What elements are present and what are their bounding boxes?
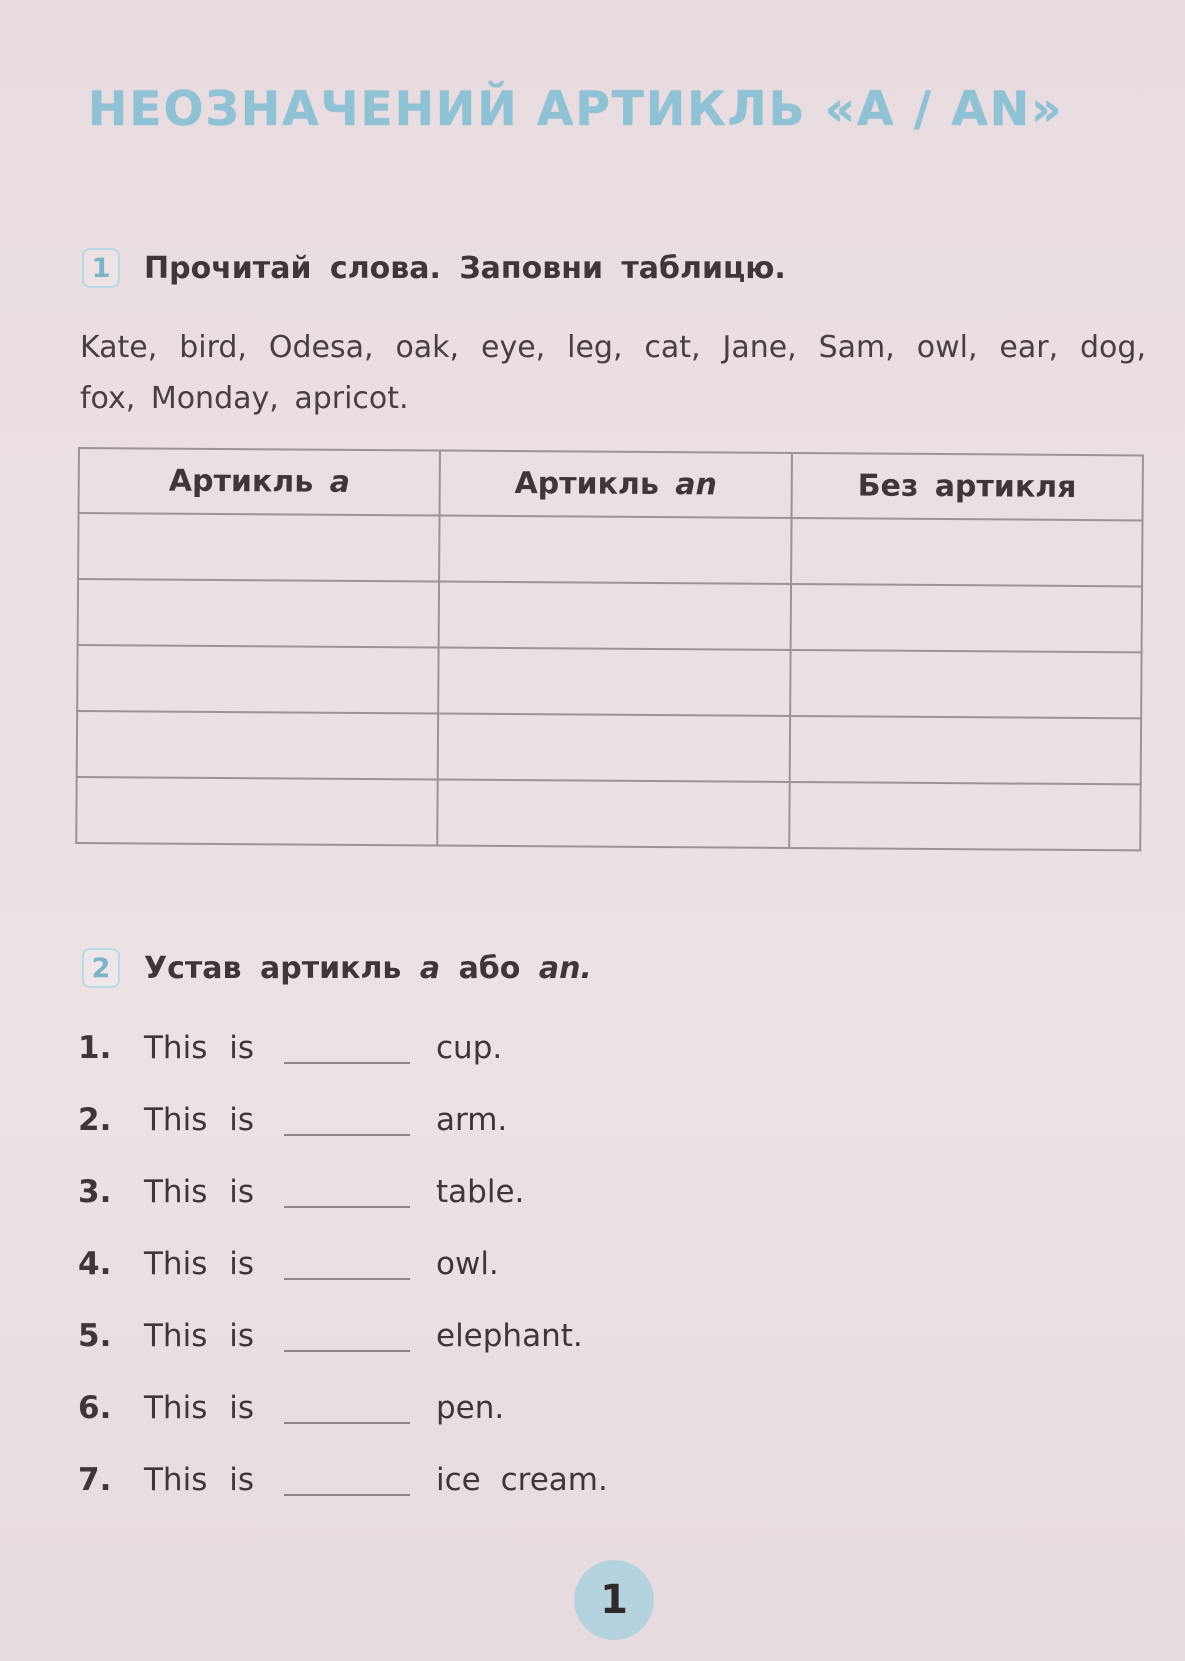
header-article-an-label: Артикль xyxy=(514,466,660,503)
task-2-instruction-mid: або xyxy=(458,950,521,986)
table-cell-article-an[interactable] xyxy=(438,780,790,848)
task-2-article-a: a xyxy=(419,950,441,986)
sentence-noun: pen. xyxy=(436,1390,505,1426)
sentence-noun: elephant. xyxy=(436,1318,583,1354)
sentence-lead: This is xyxy=(144,1318,254,1354)
sentence-item xyxy=(78,1390,504,1434)
sentence-lead: This is xyxy=(144,1246,254,1282)
table-row xyxy=(77,711,1141,784)
task-2-number-badge: 2 xyxy=(82,948,120,988)
sentence-lead: This is xyxy=(144,1390,254,1426)
header-article-an-letter: an xyxy=(675,467,718,503)
answer-blank[interactable] xyxy=(284,1349,410,1352)
sentence-noun: owl. xyxy=(436,1246,499,1282)
sentence-number: 4. xyxy=(78,1246,112,1282)
sentence-item xyxy=(78,1246,499,1290)
article-table xyxy=(75,447,1144,851)
sentence-item xyxy=(78,1174,524,1218)
header-no-article xyxy=(791,453,1143,520)
task-1-instruction: Прочитай слова. Заповни таблицю. xyxy=(144,250,786,286)
header-no-article-label: Без артикля xyxy=(857,468,1077,505)
answer-blank[interactable] xyxy=(284,1421,410,1424)
table-cell-article-an[interactable] xyxy=(439,582,791,650)
task-1-word-list: Kate, bird, Odesa, oak, eye, leg, cat, Jane, Sam, owl, ear, dog, fox, Monday, apricot. xyxy=(80,330,1146,416)
page-title: НЕОЗНАЧЕНИЙ АРТИКЛЬ «A / AN» xyxy=(88,82,1064,137)
sentence-noun: ice cream. xyxy=(436,1462,608,1498)
sentence-number: 7. xyxy=(78,1462,112,1498)
sentence-lead: This is xyxy=(144,1102,254,1138)
sentence-number: 2. xyxy=(78,1102,112,1138)
table-row xyxy=(76,777,1140,850)
task-1-header xyxy=(82,248,786,288)
header-article-an xyxy=(440,451,792,518)
sentence-item xyxy=(78,1318,583,1362)
sentence-number: 1. xyxy=(78,1030,112,1066)
header-article-a-letter: a xyxy=(329,464,351,500)
table-cell-article-a[interactable] xyxy=(78,513,440,582)
table-cell-no-article[interactable] xyxy=(790,650,1142,718)
header-article-a xyxy=(79,448,441,516)
sentence-item xyxy=(78,1030,502,1074)
sentence-number: 3. xyxy=(78,1174,112,1210)
table-row xyxy=(78,579,1142,652)
sentence-lead: This is xyxy=(144,1462,254,1498)
answer-blank[interactable] xyxy=(284,1493,410,1496)
answer-blank[interactable] xyxy=(284,1061,410,1064)
task-2-header xyxy=(82,948,592,988)
table-cell-article-a[interactable] xyxy=(77,645,439,714)
answer-blank[interactable] xyxy=(284,1277,410,1280)
header-article-a-label: Артикль xyxy=(168,463,314,500)
sentence-item xyxy=(78,1462,608,1506)
table-cell-article-an[interactable] xyxy=(438,648,790,716)
table-cell-article-a[interactable] xyxy=(77,711,439,780)
sentence-number: 5. xyxy=(78,1318,112,1354)
table-cell-no-article[interactable] xyxy=(789,782,1141,850)
sentence-noun: table. xyxy=(436,1174,525,1210)
table-cell-article-a[interactable] xyxy=(78,579,440,648)
table-cell-no-article[interactable] xyxy=(790,584,1142,652)
table-row xyxy=(77,645,1141,718)
answer-blank[interactable] xyxy=(284,1205,410,1208)
task-1-number-badge: 1 xyxy=(82,248,120,288)
task-2-instruction-start: Устав артикль xyxy=(144,950,402,986)
table-cell-article-an[interactable] xyxy=(439,516,791,584)
table-cell-no-article[interactable] xyxy=(789,716,1141,784)
table-row xyxy=(78,513,1142,586)
task-2-instruction xyxy=(144,951,592,986)
sentence-number: 6. xyxy=(78,1390,112,1426)
table-cell-article-a[interactable] xyxy=(76,777,438,846)
sentence-noun: cup. xyxy=(436,1030,503,1066)
article-table-header-row xyxy=(79,448,1143,520)
task-2-article-an: an. xyxy=(538,950,592,986)
sentence-lead: This is xyxy=(144,1030,254,1066)
answer-blank[interactable] xyxy=(284,1133,410,1136)
sentence-item xyxy=(78,1102,507,1146)
sentence-lead: This is xyxy=(144,1174,254,1210)
table-cell-no-article[interactable] xyxy=(791,518,1143,586)
page-number-badge: 1 xyxy=(574,1560,654,1640)
sentence-noun: arm. xyxy=(436,1102,508,1138)
table-cell-article-an[interactable] xyxy=(438,714,790,782)
